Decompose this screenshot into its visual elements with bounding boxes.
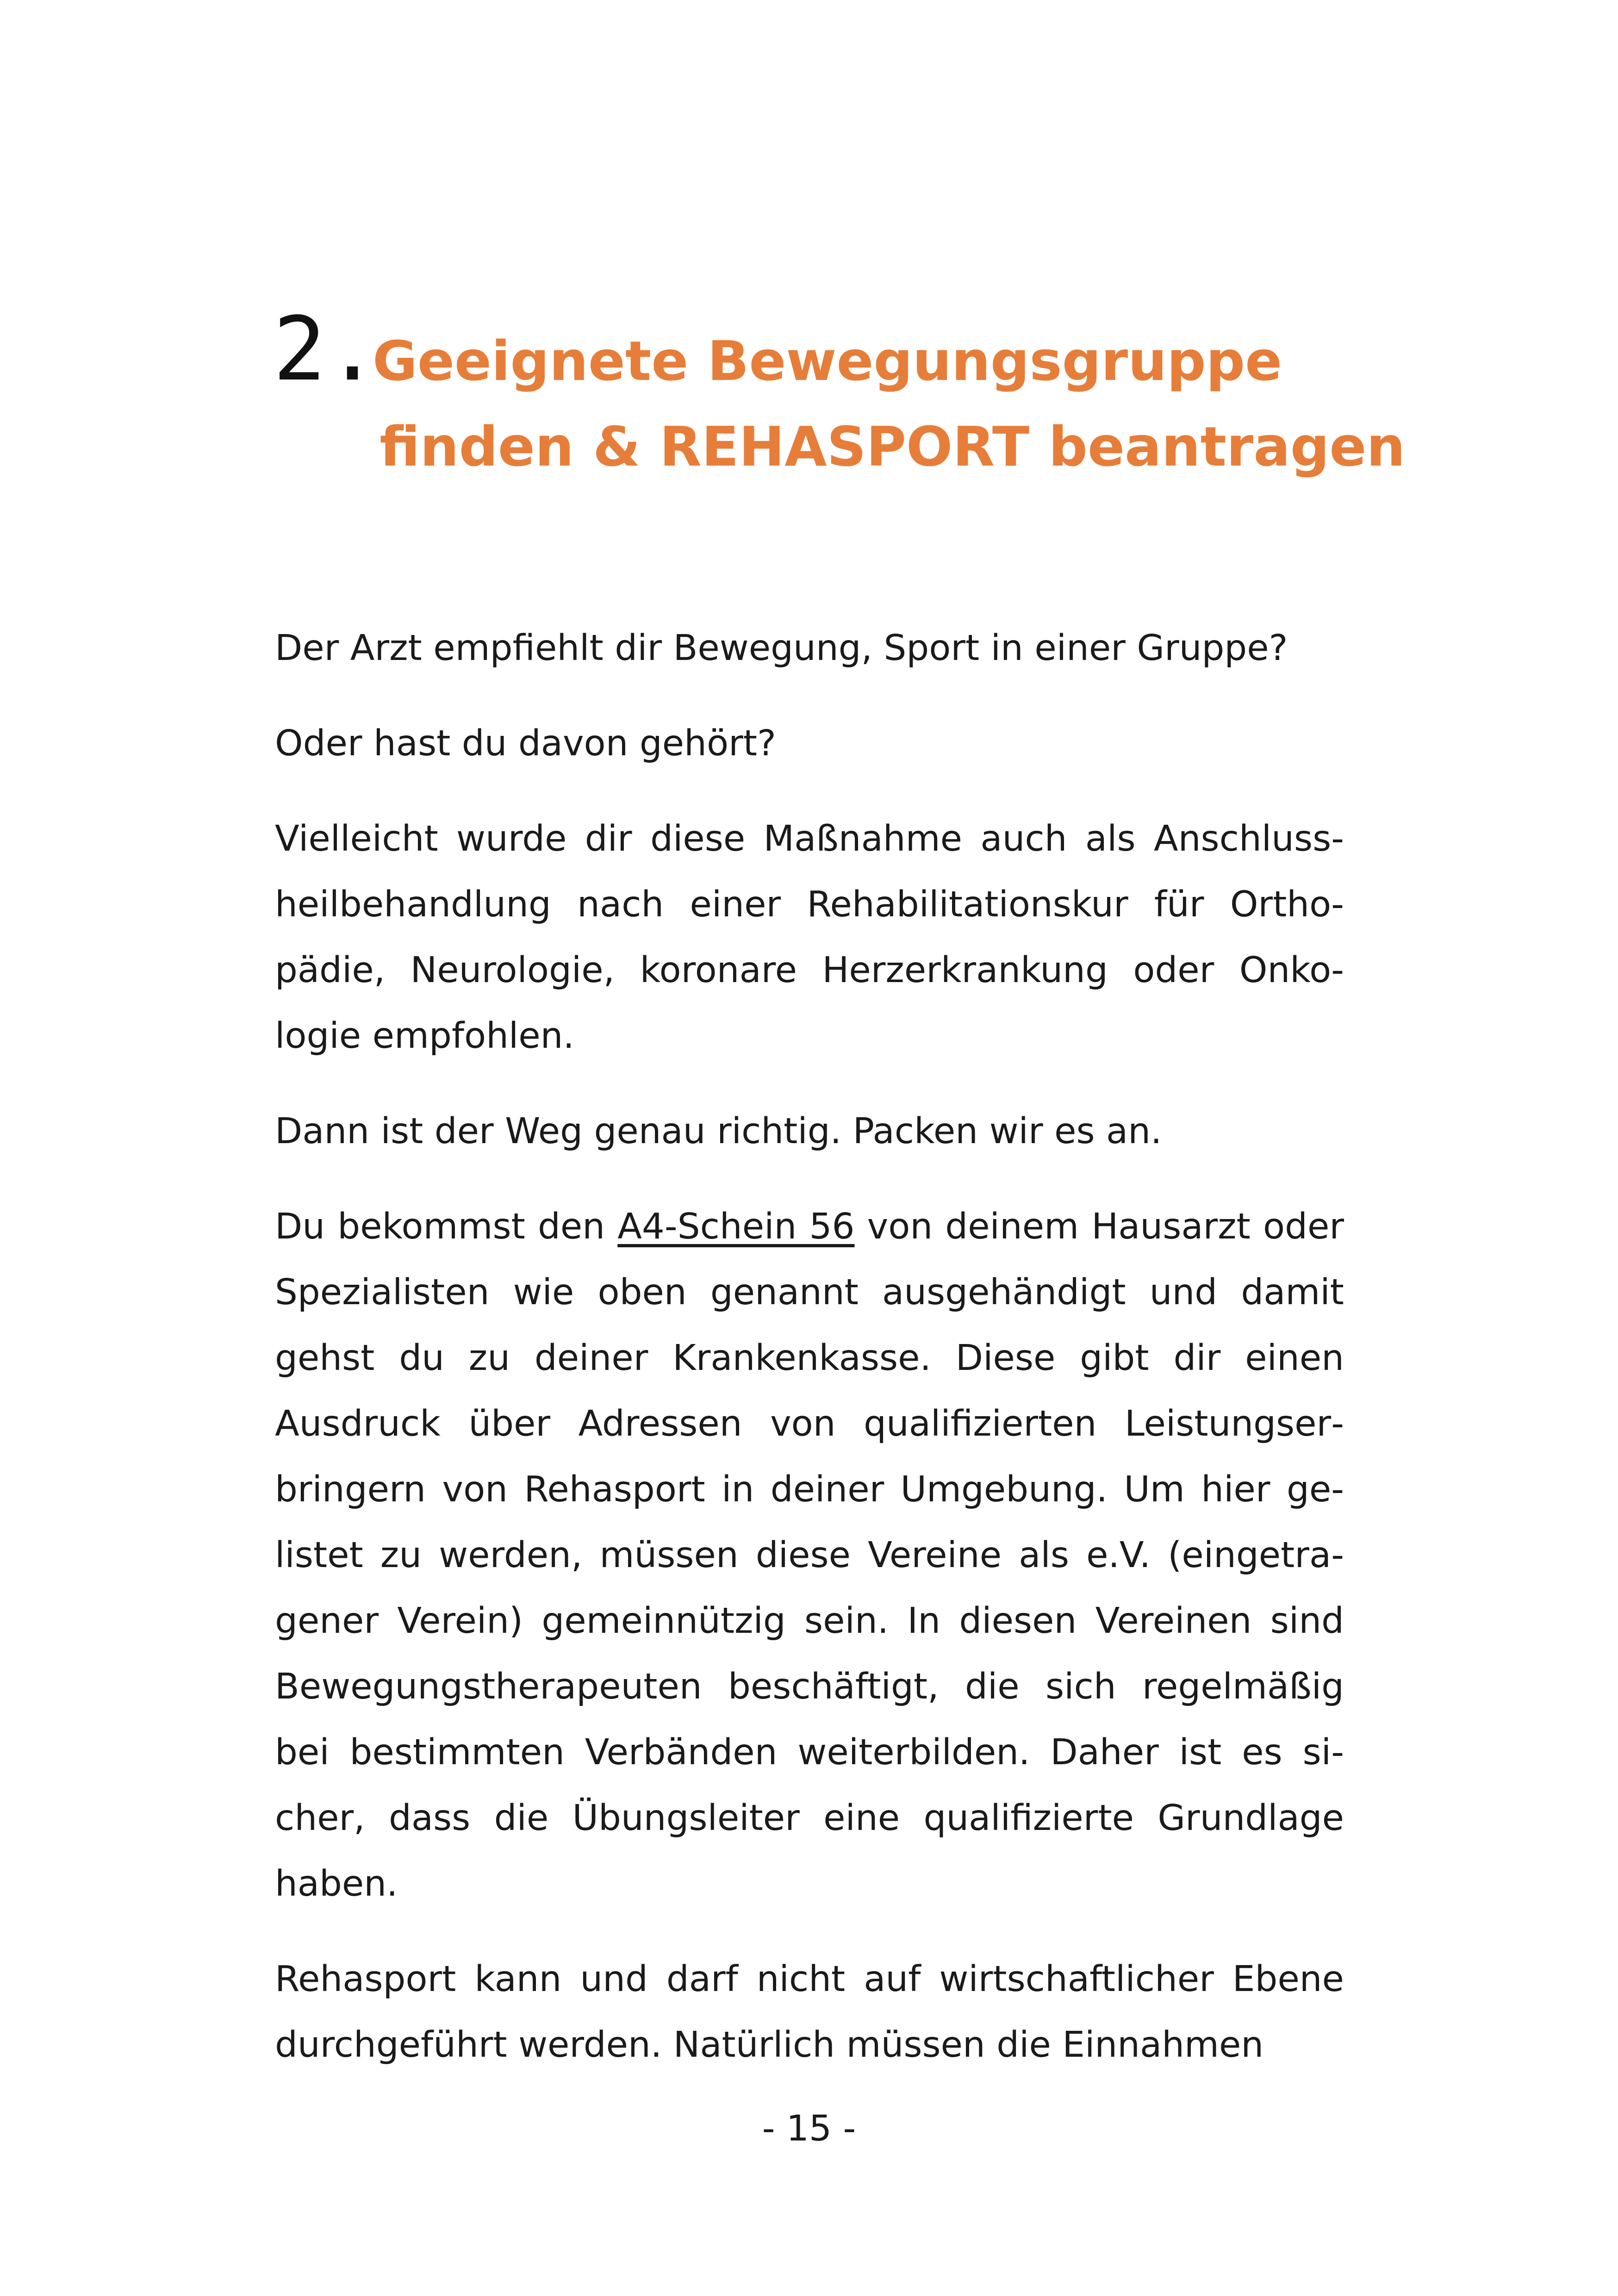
chapter-heading <box>273 298 1406 528</box>
chapter-title-line-2: finden & REHASPORT beantragen <box>380 415 1406 479</box>
paragraph-3: Vielleicht wurde dir diese Maßnahme auch als Anschlussheilbehandlung nach einer Rehabilitationskur für Orthopädie, Neurologie, koronare Herzerkrankung oder Onkologie empfohlen. <box>275 818 1344 1057</box>
page-number: - 15 - <box>762 2108 856 2149</box>
paragraph-6: Rehasport kann und darf nicht auf wirtschaftlicher Ebene durchgeführt werden. Natürlich müssen die Einnahmen <box>275 1959 1344 2066</box>
paragraph-5-rest: von deinem Hausarzt oder Spezialisten wie oben genannt ausgehändigt und damit gehst du zu deiner Krankenkasse. Diese gibt dir einen Ausdruck über Adressen von qualifizierten Leistungserbringern von Rehasport in deiner Umgebung. Um hier gelistet zu werden, müssen diese Vereine als e.V. (eingetragener Verein) gemeinnützig sein. In diesen Vereinen sind Bewegungstherapeuten beschäftigt, die sich regelmäßig bei bestimmten Verbänden weiterbilden. Daher ist es sicher, dass die Übungsleiter eine qualifizierte Grundlage haben. <box>275 1206 1344 1904</box>
body-text <box>275 616 1344 2108</box>
chapter-title-line-1: Geeignete Bewegungsgruppe <box>373 329 1282 393</box>
paragraph-2: Oder hast du davon gehört? <box>275 723 776 764</box>
chapter-number: 2. <box>273 298 379 400</box>
paragraph-1: Der Arzt empfiehlt dir Bewegung, Sport in einer Gruppe? <box>275 628 1288 669</box>
paragraph-5-intro: Du bekommst den <box>275 1206 618 1247</box>
a4-schein-link[interactable]: A4-Schein 56 <box>617 1206 855 1247</box>
paragraph-5 <box>275 1194 1344 1917</box>
paragraph-4: Dann ist der Weg genau richtig. Packen wir es an. <box>275 1111 1162 1152</box>
